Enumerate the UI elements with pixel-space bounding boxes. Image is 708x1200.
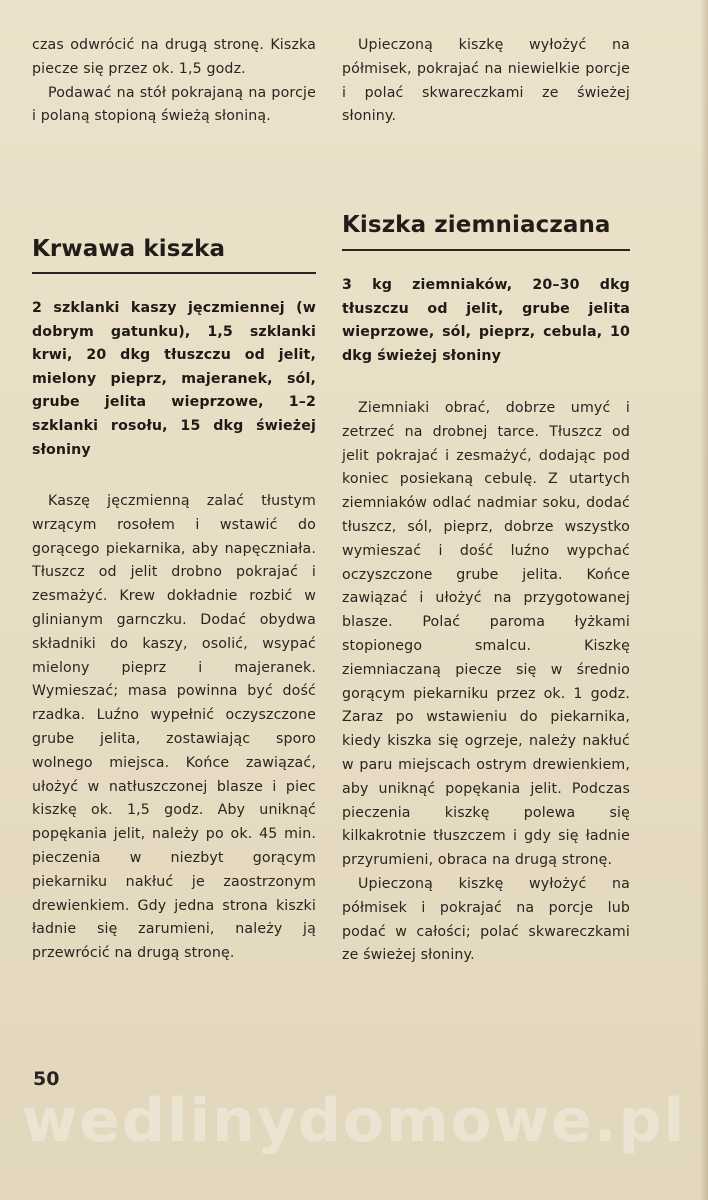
instructions [32,490,316,966]
recipe-heading-kiszka-ziemniaczana [342,212,630,238]
watermark: wedlinydomowe.pl [21,1086,687,1156]
right-intro-paragraph: Upieczoną kiszkę wyłożyć na półmisek, pokrajać na niewielkie porcje i polać skwareczkami ze świeżej słoniny. [342,37,630,125]
ingredients-text: 2 szklanki kaszy jęczmiennej (w dobrym gatunku), 1,5 szklanki krwi, 20 dkg tłuszczu od jelit, mielony pieprz, majeranek, sól, grube jelita wieprzowe, 1–2 szklanki rosołu, 15 dkg świeżej słoniny [32,300,316,458]
recipe-title: Kiszka ziemniaczana [342,212,611,238]
ingredients-text: 3 kg ziemniaków, 20–30 dkg tłuszczu od jelit, grube jelita wieprzowe, sól, pieprz, cebula, 10 dkg świeżej słoniny [342,277,630,364]
recipe-heading-krwawa-kiszka [32,236,316,262]
right-intro [342,34,630,129]
instructions-paragraph-1: Ziemniaki obrać, dobrze umyć i zetrzeć na drobnej tarce. Tłuszcz od jelit pokrajać i zesmażyć, dodając pod koniec posiekaną cebulę. Z utartych ziemniaków odlać nadmiar soku, dodać tłuszcz, sól, pieprz, dobrze wszystko wymieszać i dość luźno wypchać oczyszczone grube jelita. Końce zawiązać i ułożyć na przygotowanej blasze. Polać paroma łyżkami stopionego smalcu. Kiszkę ziemniaczaną piecze się w średnio gorącym piekarniku przez ok. 1 godz. Zaraz po wstawieniu do piekarnika, kiedy kiszka się ogrzeje, należy nakłuć w paru miejscach ostrym drewienkiem, aby uniknąć popękania jelit. Podczas pieczenia kiszkę polewa się kilkakrotnie tłuszczem i gdy się ładnie przyrumieni, obraca na drugą stronę. [342,400,630,869]
left-intro [32,34,316,129]
instructions-text: Kaszę jęczmienną zalać tłustym wrzącym rosołem i wstawić do gorącego piekarnika, aby napęczniała. Tłuszcz od jelit drobno pokrajać i zesmażyć. Krew dokładnie rozbić w glinianym garnczku. Dodać obydwa składniki do kaszy, osolić, wsypać mielony pieprz i majeranek. Wymieszać; masa powinna być dość rzadka. Luźno wypełnić oczyszczone grube jelita, zostawiając sporo wolnego miejsca. Końce zawiązać, ułożyć w natłuszczonej blasze i piec kiszkę ok. 1,5 godz. Aby uniknąć popękania jelit, należy po ok. 45 min. pieczenia w niezbyt gorącym piekarniku nakłuć je zaostrzonym drewienkiem. Gdy jedna strona kiszki ładnie się zarumieni, należy ją przewrócić na drugą stronę. [32,493,316,962]
ingredients-list [32,297,316,462]
title-rule [32,272,316,274]
instructions-paragraph-2: Upieczoną kiszkę wyłożyć na półmisek i pokrajać na porcje lub podać w całości; polać skwareczkami ze świeżej słoniny. [342,875,630,964]
instructions [342,397,630,968]
recipe-title: Krwawa kiszka [32,236,226,262]
page-edge-shadow [700,0,708,1200]
page-number: 50 [33,1068,60,1090]
ingredients-list [342,274,630,368]
left-intro-paragraph-2: Podawać na stół pokrajaną na porcje i polaną stopioną świeżą słoniną. [32,84,316,125]
left-intro-paragraph-1: czas odwrócić na drugą stronę. Kiszka piecze się przez ok. 1,5 godz. [32,37,316,77]
title-rule [342,249,630,251]
